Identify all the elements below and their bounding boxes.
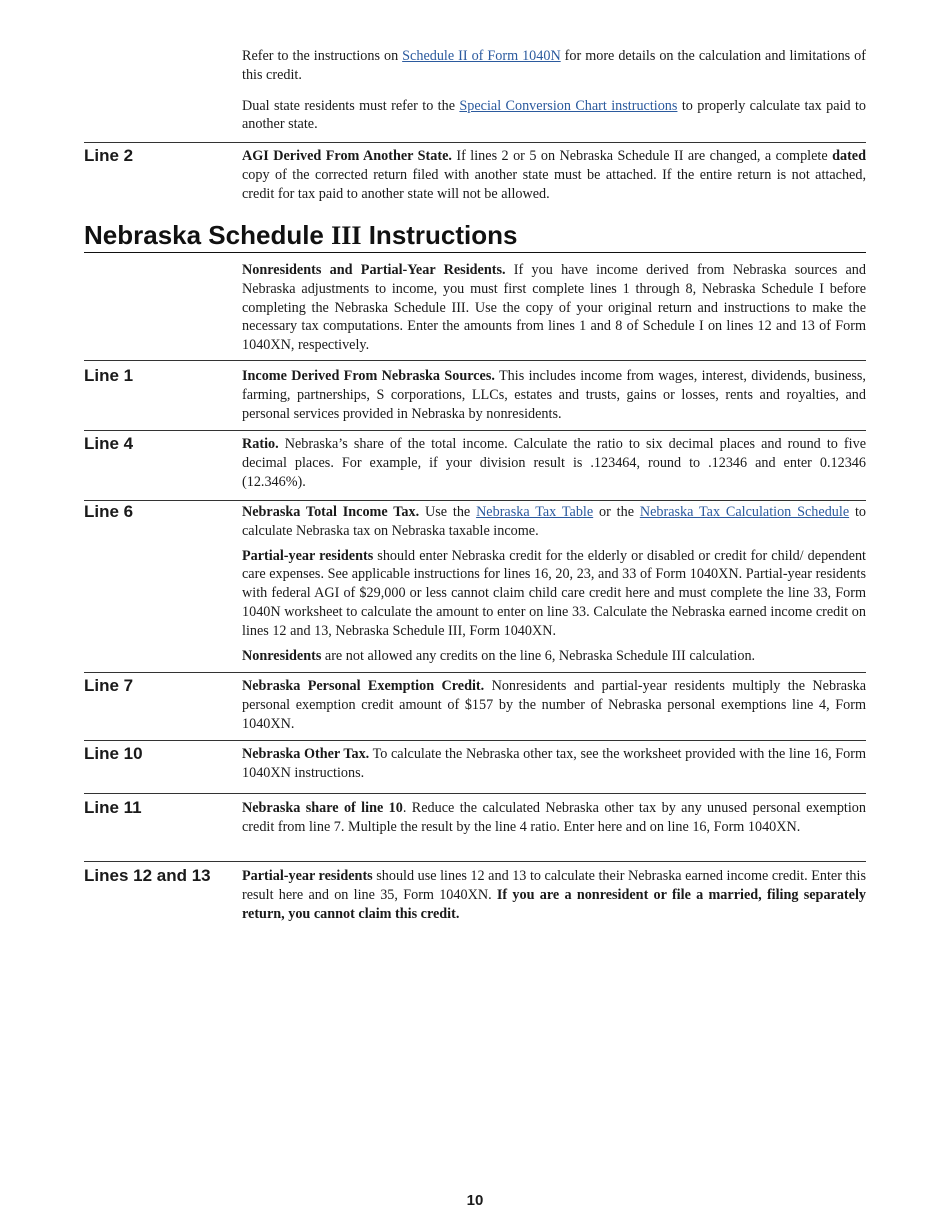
divider xyxy=(84,861,866,862)
line-11-label: Line 11 xyxy=(84,798,142,817)
divider xyxy=(84,793,866,794)
divider xyxy=(84,500,866,501)
nebraska-tax-table-link[interactable]: Nebraska Tax Table xyxy=(476,504,594,520)
line-1-text: Income Derived From Nebraska Sources. This includes income from wages, interest, dividends, business, farming, partnerships, S corporations, LLCs, estates and trusts, gains or losses, rents and royalties, and personal services provided in Nebraska by nonresidents. xyxy=(242,368,866,422)
page-number: 10 xyxy=(466,1192,484,1209)
line-6-label: Line 6 xyxy=(84,502,134,521)
nebraska-tax-calculation-schedule-link[interactable]: Nebraska Tax Calculation Schedule xyxy=(639,504,850,520)
intro-block xyxy=(242,47,866,134)
special-conversion-chart-link[interactable]: Special Conversion Chart instructions xyxy=(459,97,678,114)
line-10-label: Line 10 xyxy=(84,744,143,763)
nonresidents-text: Nonresidents and Partial-Year Residents. If you have income derived from Nebraska sources and Nebraska adjustments to income, you must first complete lines 1 through 8, Nebraska Schedule I before completing the Nebraska Schedule III. Use the copy of your original return and instructions to make the necessary tax computations. Enter the amounts from lines 1 and 8 of Schedule I on lines 12 and 13 of Form 1040XN, respectively. xyxy=(242,262,866,354)
schedule-ii-link[interactable]: Schedule II of Form 1040N xyxy=(402,48,561,64)
line-6-text: Nebraska Total Income Tax. Use the Nebraska Tax Table or the Nebraska Tax Calculation Schedule to calculate Nebraska tax on Nebraska taxable income. Partial-year residents should enter Nebraska credit for the elderly or disabled or credit for child/ dependent care expenses. See applicable instructions for lines 16, 20, 23, and 33 of Form 1040XN. Partial-year residents with federal AGI of $29,000 or less cannot claim child care credit here and must complete the line 33, Form 1040N worksheet to calculate the amount to enter on line 33. Calculate the Nebraska earned income credit on lines 12 and 13, Nebraska Schedule III, Form 1040XN. Nonresidents are not allowed any credits on the line 6, Nebraska Schedule III calculation. xyxy=(242,504,866,664)
intro-paragraph-2: Dual state residents must refer to the Special Conversion Chart instructions to properly calculate tax paid to another state. xyxy=(242,97,866,133)
line-7-label: Line 7 xyxy=(84,676,134,695)
line-11-text: Nebraska share of line 10. Reduce the calculated Nebraska other tax by any unused personal exemption credit from line 7. Multiple the result by the line 4 ratio. Enter here and on line 16, Form 1040XN. xyxy=(242,800,866,835)
divider xyxy=(84,740,866,741)
divider xyxy=(84,672,866,673)
line-10-text: Nebraska Other Tax. To calculate the Nebraska other tax, see the worksheet provided with the line 16, Form 1040XN instructions. xyxy=(242,746,866,781)
line-4-text: Ratio. Nebraska’s share of the total income. Calculate the ratio to six decimal places and round to five decimal places. For example, if your division result is .123464, round to .12346 and enter 0.12346 (12.346%). xyxy=(242,436,866,490)
line-1-label: Line 1 xyxy=(84,366,134,385)
line-7-text: Nebraska Personal Exemption Credit. Nonresidents and partial-year residents multiply the Nebraska personal exemption credit amount of $157 by the number of Nebraska personal exemptions line 4, Form 1040XN. xyxy=(242,678,866,732)
divider xyxy=(84,430,866,431)
intro-paragraph-1: Refer to the instructions on Schedule II of Form 1040N for more details on the calculation and limitations of this credit. xyxy=(242,48,866,83)
lines-12-13-label: Lines 12 and 13 xyxy=(84,866,211,885)
line-4-label: Line 4 xyxy=(84,434,134,453)
divider xyxy=(84,360,866,361)
divider xyxy=(84,142,866,143)
line-2-label: Line 2 xyxy=(84,146,134,165)
line-2-text: AGI Derived From Another State. If lines 2 or 5 on Nebraska Schedule II are changed, a complete dated copy of the corrected return filed with another state must be attached. If the entire return is not attached, credit for tax paid to another state will not be allowed. xyxy=(242,148,866,202)
lines-12-13-text: Partial-year residents should use lines 12 and 13 to calculate their Nebraska earned income credit. Enter this result here and on line 35, Form 1040XN. If you are a nonresident or file a married, filing separately return, you cannot claim this credit. xyxy=(242,868,866,922)
section-heading: Nebraska Schedule III Instructions xyxy=(84,220,866,253)
